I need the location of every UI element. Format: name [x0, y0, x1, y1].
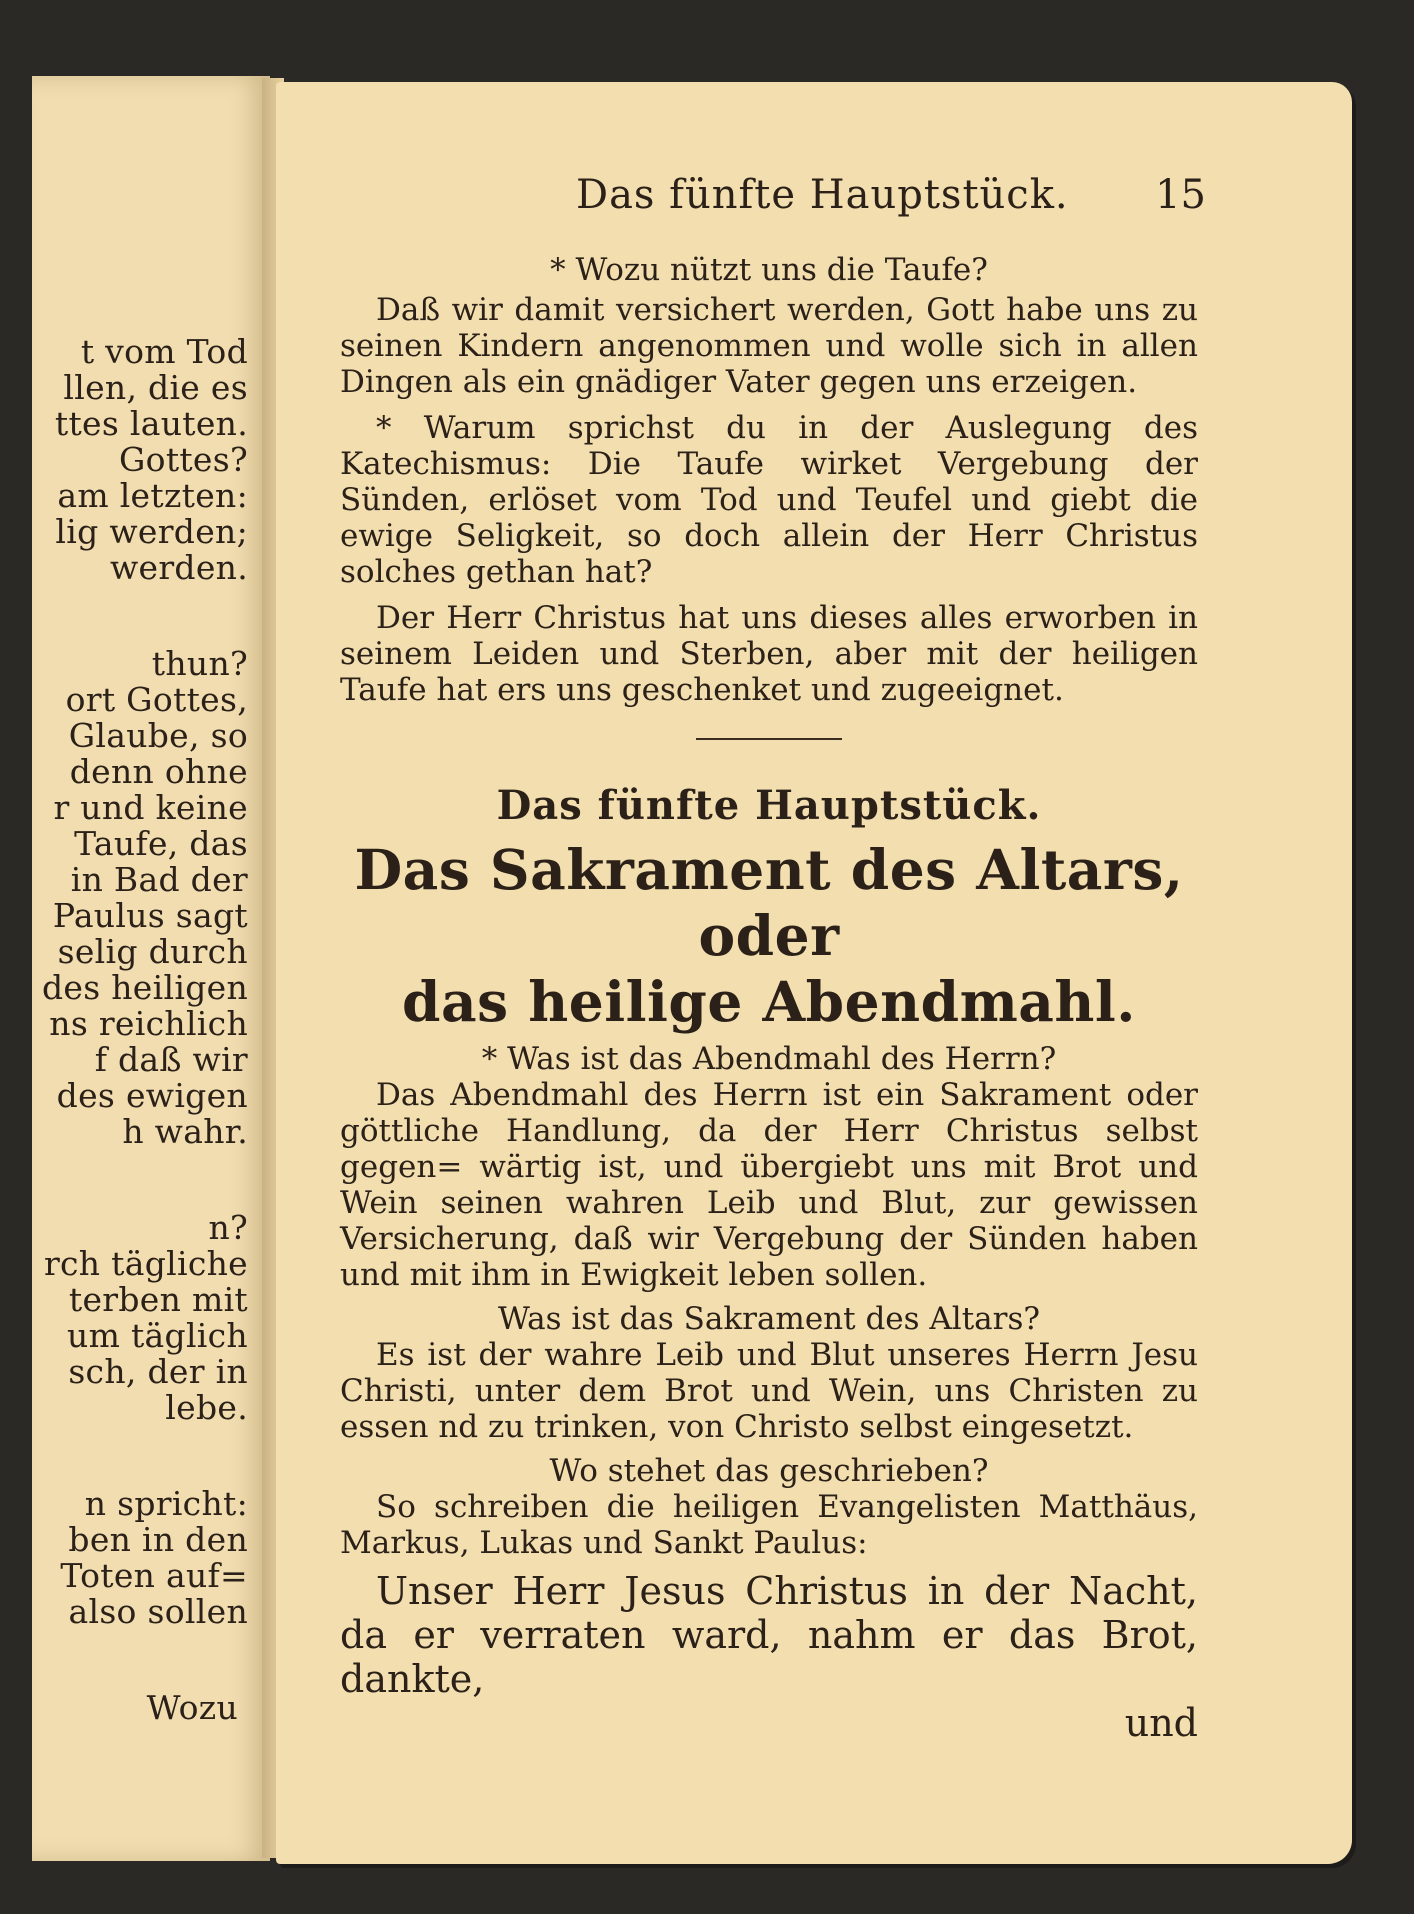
question: * Wozu nützt uns die Taufe?	[550, 252, 988, 288]
left-line: thun?	[151, 644, 248, 683]
main-title-line2: das heilige Abendmahl.	[402, 969, 1136, 1034]
question: Wo stehet das geschrieben?	[549, 1453, 989, 1489]
left-line: also sollen	[68, 1592, 248, 1631]
left-line: ben in den	[68, 1520, 248, 1559]
main-title-line1: Das Sakrament des Altars, oder	[354, 837, 1184, 968]
left-line: Glaube, so	[68, 716, 248, 755]
left-line: lig werden;	[55, 512, 248, 551]
left-line: n spricht:	[84, 1484, 248, 1523]
question: Was ist das Sakrament des Altars?	[497, 1301, 1040, 1337]
left-line: am letzten:	[57, 476, 248, 515]
answer: Es ist der wahre Leib und Blut unseres Herrn Jesu Christi, unter dem Brot und Wein, uns Christen zu essen nd zu trinken, von Christo selbst eingesetzt.	[340, 1337, 1198, 1445]
left-line: um täglich	[67, 1316, 248, 1355]
left-line: selig durch	[57, 932, 248, 971]
page-number: 15	[1155, 172, 1206, 218]
left-line: ns reichlich	[49, 1004, 248, 1043]
scripture-text: Unser Herr Jesus Christus in der Nacht, da er verraten ward, nahm er das Brot, dankte,	[340, 1569, 1198, 1701]
left-line: sch, der in	[68, 1352, 248, 1391]
section-heading: Das fünfte Hauptstück.	[496, 782, 1042, 829]
right-page	[276, 82, 1352, 1864]
left-line: ort Gottes,	[65, 680, 248, 719]
left-line: llen, die es	[63, 368, 248, 407]
running-title: Das fünfte Hauptstück.	[576, 172, 1069, 218]
left-catchword: Wozu	[146, 1688, 238, 1727]
section-divider	[696, 738, 842, 740]
answer: Der Herr Christus hat uns dieses alles erworben in seinem Leiden und Sterben, aber mit der heiligen Taufe hat ers uns geschenket und zugeeignet.	[340, 600, 1198, 708]
page-header	[276, 172, 1206, 222]
left-line: rch tägliche	[43, 1244, 248, 1283]
catchword: und	[1124, 1701, 1198, 1745]
left-line: h wahr.	[122, 1112, 248, 1151]
left-line: t vom Tod	[80, 332, 248, 371]
left-line: werden.	[109, 548, 248, 587]
left-line: Toten auf=	[60, 1556, 248, 1595]
left-line: terben mit	[68, 1280, 248, 1319]
left-line: Gottes?	[118, 440, 248, 479]
left-line: des heiligen	[41, 968, 248, 1007]
body-top	[340, 252, 1198, 708]
question: * Was ist das Abendmahl des Herrn?	[481, 1041, 1057, 1077]
left-page	[32, 76, 270, 1861]
left-line: in Bad der	[70, 860, 248, 899]
left-line: n?	[208, 1208, 248, 1247]
body-bottom	[340, 782, 1198, 1745]
left-line: Paulus sagt	[52, 896, 248, 935]
answer: Das Abendmahl des Herrn ist ein Sakrament oder göttliche Handlung, da der Herr Christus selbst gegen= wärtig ist, und übergiebt uns mit Brot und Wein seinen wahren Leib und Blut, zur gewissen Versicherung, daß wir Vergebung der Sünden haben und mit ihm in Ewigkeit leben sollen.	[340, 1077, 1198, 1293]
left-line: r und keine	[53, 788, 248, 827]
answer: Daß wir damit versichert werden, Gott habe uns zu seinen Kindern angenommen und wolle sich in allen Dingen als ein gnädiger Vater gegen uns erzeigen.	[340, 292, 1198, 400]
left-line: Taufe, das	[74, 824, 248, 863]
left-line: f daß wir	[94, 1040, 248, 1079]
question: * Warum sprichst du in der Auslegung des Katechismus: Die Taufe wirket Vergebung der Sünden, erlöset vom Tod und Teufel und giebt die ewige Seligkeit, so doch allein der Herr Christus solches gethan hat?	[340, 410, 1198, 590]
left-line: des ewigen	[56, 1076, 248, 1115]
left-line: denn ohne	[69, 752, 248, 791]
left-line: ttes lauten.	[54, 404, 248, 443]
answer: So schreiben die heiligen Evangelisten Matthäus, Markus, Lukas und Sankt Paulus:	[340, 1489, 1198, 1561]
left-line: lebe.	[165, 1388, 248, 1427]
